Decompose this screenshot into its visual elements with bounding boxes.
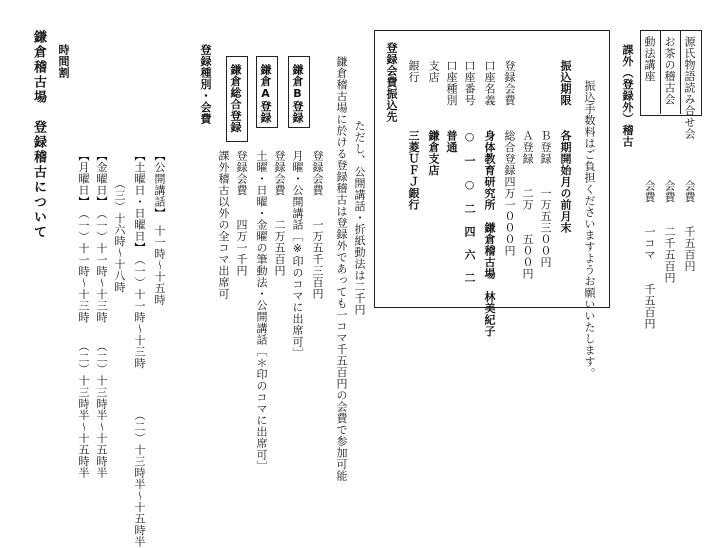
registration-a-label: 鎌倉A登録 — [259, 64, 272, 124]
main-title: 鎌倉稽古場 登録稽古について — [31, 30, 46, 240]
registration-b-line-1: 月曜・公開講話［※印のコマに出席可］ — [291, 150, 304, 359]
extra-class-genji: 源氏物語読み合せ会 — [683, 36, 696, 140]
payment-label-deadline: 振込期限 — [559, 60, 572, 106]
registration-sogo-line-2: 登録会費 四万一千円 — [235, 150, 248, 277]
registration-a-line-2: 登録会費 二万五百円 — [273, 150, 286, 277]
timetable-friday: 【金曜日】 （一）十一時～十三時 （二）十三時半～十五時半 — [95, 150, 108, 479]
payment-label-fee: 登録会費 — [503, 60, 516, 106]
registration-b-label: 鎌倉B登録 — [291, 64, 304, 124]
payment-value-deadline: 各期開始月の前月末 — [559, 130, 572, 234]
registration-note-2: ただし、公開講話・折紙動法は二千円 — [353, 120, 366, 316]
extra-class-genji-fee: 会費 千五百円 — [683, 180, 696, 272]
extra-classes-divider-2 — [680, 30, 681, 114]
timetable-heading: 時間割 — [57, 44, 70, 79]
timetable-sat-sun: 【土曜日・日曜日】 （一）十一時～十三時 （二）十三時半～十五時半 — [133, 150, 146, 548]
registration-b-line-2: 登録会費 一万五千三百円 — [311, 150, 324, 300]
registration-sogo-label: 鎌倉総合登録 — [229, 64, 242, 133]
extra-class-dohou: 動法講座 — [643, 36, 656, 82]
payment-value-account-number: ○ 一 ○ 二 四 六 二 — [463, 130, 476, 284]
payment-label-branch: 支店 — [427, 60, 440, 83]
payment-value-bank: 三菱ＵＦＪ銀行 — [407, 130, 420, 211]
payment-value-fee-sogo: 総合登録四万一０００円 — [503, 130, 516, 257]
registration-types-heading: 登録種別・会費 — [199, 44, 212, 125]
extra-classes-heading: 課外（登録外）稽古 — [621, 44, 634, 148]
extra-class-tea: お茶の稽古会 — [663, 36, 676, 105]
payment-label-account-type: 口座種別 — [445, 60, 458, 106]
timetable-sat-sun-3: （三）十六時～十八時 — [113, 178, 126, 293]
payment-value-account-name: 身体教育研究所 鎌倉稽古場 林美紀子 — [483, 130, 496, 337]
payment-label-account-name: 口座名義 — [483, 60, 496, 106]
payment-heading: 登録会費振込先 — [385, 42, 398, 123]
payment-label-bank: 銀行 — [407, 60, 420, 83]
extra-class-dohou-fee: 会費 一コマ 千五百円 — [643, 180, 656, 330]
payment-value-fee-b: Ｂ登録 一万五三００円 — [539, 130, 552, 268]
payment-notice: 振込手数料はご負担くださいますようお願いいたします。 — [583, 80, 596, 379]
payment-value-branch: 鎌倉支店 — [427, 130, 440, 176]
timetable-public-lecture: 【公開講話】 十一時～十五時 — [153, 150, 166, 306]
registration-sogo-line-1: 課外稽古以外の全コマ出席可 — [217, 150, 230, 300]
timetable-monday: 【月曜日】 （一）十一時～十三時 （二）十三時半～十五時半 — [77, 150, 90, 479]
extra-classes-divider-1 — [660, 30, 661, 114]
payment-label-account-number: 口座番号 — [463, 60, 476, 106]
extra-class-tea-fee: 会費 二千五百円 — [663, 180, 676, 284]
payment-value-account-type: 普通 — [445, 130, 458, 153]
registration-note-1: 鎌倉稽古場に於ける登録稽古は登録外であっても一コマ千五百円の会費で参加可能 — [335, 56, 348, 482]
registration-a-line-1: 土曜・日曜・金曜の筆動法・公開講話［＊印のコマに出席可］ — [255, 150, 268, 472]
payment-value-fee-a: Ａ登録 二万 五００円 — [521, 130, 534, 280]
